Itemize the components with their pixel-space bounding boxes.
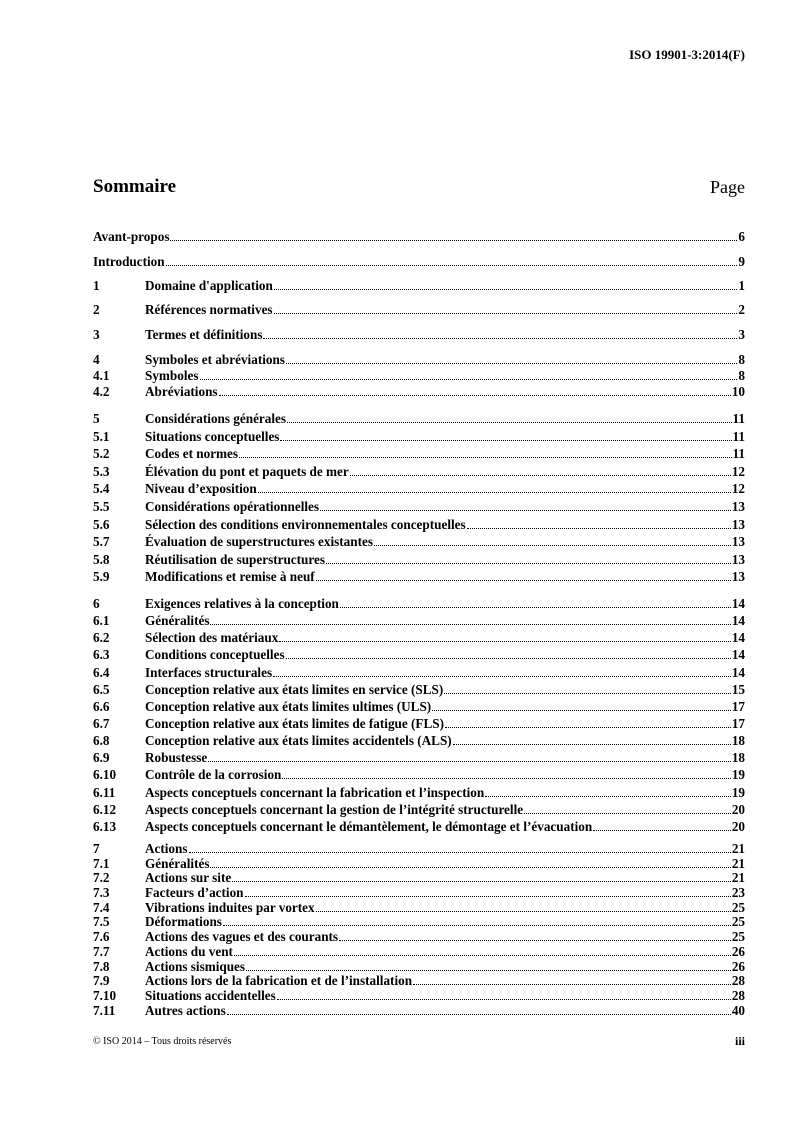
toc-entry-page: 11 xyxy=(732,411,745,426)
toc-entry-title: Actions des vagues et des courants xyxy=(145,929,339,945)
toc-entry[interactable] xyxy=(93,445,745,463)
toc-entry-title: Conception relative aux états limites accidentels (ALS) xyxy=(145,733,452,749)
dot-leader xyxy=(219,395,731,396)
toc-entry-title: Déformations xyxy=(145,914,222,930)
toc-entry-number: 5.4 xyxy=(93,481,110,497)
dot-leader xyxy=(239,457,732,458)
toc-entry-title: Symboles et abréviations xyxy=(145,352,285,367)
toc-entry[interactable] xyxy=(93,302,745,318)
toc-group xyxy=(93,352,745,400)
toc-entry[interactable] xyxy=(93,681,745,698)
toc-entry-page: 40 xyxy=(731,1002,745,1018)
dot-leader xyxy=(316,580,731,581)
toc-entry-number: 6.7 xyxy=(93,715,110,731)
toc-entry-number: 3 xyxy=(93,327,100,342)
toc-entry-number: 7.1 xyxy=(93,855,110,871)
dot-leader xyxy=(350,475,731,476)
toc-entry-page: 21 xyxy=(731,855,745,871)
toc-entry[interactable] xyxy=(93,352,745,368)
toc-entry[interactable] xyxy=(93,698,745,715)
toc-entry-title: Robustesse xyxy=(145,750,208,766)
toc-entry-number: 7 xyxy=(93,841,100,856)
toc-entry-page: 23 xyxy=(731,885,745,901)
toc-entry-title: Actions sismiques xyxy=(145,958,246,974)
toc-entry-page: 26 xyxy=(731,943,745,959)
toc-entry-number: 7.11 xyxy=(93,1002,116,1018)
toc-entry-page: 8 xyxy=(738,352,745,367)
dot-leader xyxy=(274,313,738,314)
toc-entry-title: Considérations opérationnelles xyxy=(145,498,320,514)
toc-entry-title: Contrôle de la corrosion xyxy=(145,767,282,783)
toc-entry-page: 28 xyxy=(731,973,745,989)
dot-leader xyxy=(232,881,731,882)
toc-entry-page: 13 xyxy=(731,569,745,585)
dot-leader xyxy=(444,693,731,694)
toc-entry-page: 26 xyxy=(731,958,745,974)
toc-entry-page: 13 xyxy=(731,498,745,514)
toc-entry-number: 6.4 xyxy=(93,664,110,680)
toc-entry-number: 5.6 xyxy=(93,516,110,532)
toc-entry[interactable] xyxy=(93,568,745,586)
toc-entry-page: 6 xyxy=(738,229,745,244)
toc-entry-title: Symboles xyxy=(145,368,199,383)
toc-entry[interactable] xyxy=(93,533,745,551)
toc-entry-page: 20 xyxy=(731,818,745,834)
toc-entry[interactable] xyxy=(93,732,745,749)
toc-entry-number: 7.2 xyxy=(93,870,110,886)
toc-entry-title: Actions du vent xyxy=(145,943,233,959)
document-id: ISO 19901-3:2014(F) xyxy=(629,47,745,62)
toc-entry-number: 7.5 xyxy=(93,914,110,930)
dot-leader xyxy=(166,265,738,266)
toc-entry[interactable] xyxy=(93,278,745,294)
dot-leader xyxy=(485,796,731,797)
toc-entry[interactable] xyxy=(93,629,745,646)
toc-entry-page: 28 xyxy=(731,987,745,1003)
toc-entry-title: Actions xyxy=(145,841,188,856)
toc-entry[interactable] xyxy=(93,886,745,901)
toc-entry-title: Évaluation de superstructures existantes xyxy=(145,534,373,550)
dot-leader xyxy=(170,240,737,241)
dot-leader xyxy=(208,761,731,762)
dot-leader xyxy=(432,710,731,711)
toc-entry-title: Vibrations induites par vortex xyxy=(145,899,315,915)
toc-entry-title: Conception relative aux états limites en service (SLS) xyxy=(145,681,444,697)
toc-entry-page: 18 xyxy=(731,733,745,749)
dot-leader xyxy=(279,641,730,642)
toc-entry-title: Avant-propos xyxy=(93,229,170,244)
toc-entry-number: 5.8 xyxy=(93,551,110,567)
dot-leader xyxy=(453,744,731,745)
toc-entry-title: Généralités xyxy=(145,855,210,871)
toc-entry-page: 21 xyxy=(731,870,745,886)
toc-entry-title: Actions sur site xyxy=(145,870,232,886)
toc-entry-title: Aspects conceptuels concernant la fabrication et l’inspection xyxy=(145,784,485,800)
toc-entry-page: 12 xyxy=(731,481,745,497)
toc-entry-title: Autres actions xyxy=(145,1002,226,1018)
toc-entry-number: 7.10 xyxy=(93,987,117,1003)
toc-entry[interactable] xyxy=(93,818,745,835)
dot-leader xyxy=(286,658,731,659)
dot-leader xyxy=(234,955,731,956)
dot-leader xyxy=(277,999,731,1000)
toc-entry-number: 6 xyxy=(93,596,100,611)
toc-group xyxy=(93,327,745,343)
toc-entry-number: 6.5 xyxy=(93,681,110,697)
toc-entry-number: 7.8 xyxy=(93,958,110,974)
toc-entry[interactable] xyxy=(93,960,745,975)
toc-entry-number: 6.6 xyxy=(93,698,110,714)
dot-leader xyxy=(287,422,732,423)
toc-group xyxy=(93,842,745,1018)
toc-entry-title: Situations accidentelles xyxy=(145,987,276,1003)
toc-entry-page: 17 xyxy=(731,698,745,714)
toc-entry[interactable] xyxy=(93,595,745,612)
dot-leader xyxy=(245,896,731,897)
toc-entry[interactable] xyxy=(93,410,745,428)
toc-entry-title: Abréviations xyxy=(145,384,218,399)
toc-entry-number: 7.4 xyxy=(93,899,110,915)
toc-entry-page: 10 xyxy=(731,384,745,399)
toc-entry-page: 3 xyxy=(738,327,745,342)
dot-leader xyxy=(316,911,731,912)
toc-entry[interactable] xyxy=(93,463,745,481)
dot-leader xyxy=(274,289,738,290)
toc-entry-page: 12 xyxy=(731,463,745,479)
toc-entry-number: 7.6 xyxy=(93,929,110,945)
toc-entry-number: 6.2 xyxy=(93,630,110,646)
toc-group xyxy=(93,595,745,835)
toc-entry[interactable] xyxy=(93,551,745,569)
toc-entry-title: Niveau d’exposition xyxy=(145,481,257,497)
toc-entry-number: 5.9 xyxy=(93,569,110,585)
toc-entry-page: 20 xyxy=(731,801,745,817)
toc-entry-title: Interfaces structurales xyxy=(145,664,273,680)
toc-entry-page: 14 xyxy=(731,613,745,629)
toc-entry-number: 6.10 xyxy=(93,767,117,783)
dot-leader xyxy=(210,867,730,868)
toc-entry-number: 6.11 xyxy=(93,784,116,800)
dot-leader xyxy=(524,813,731,814)
toc-entry-title: Exigences relatives à la conception xyxy=(145,596,339,611)
toc-entry-page: 11 xyxy=(732,428,745,444)
dot-leader xyxy=(445,727,731,728)
toc-entry-page: 14 xyxy=(731,596,745,611)
dot-leader xyxy=(223,925,731,926)
toc-entry-page: 18 xyxy=(731,750,745,766)
toc-entry-page: 13 xyxy=(731,516,745,532)
toc-entry-number: 2 xyxy=(93,302,100,317)
toc-entry[interactable] xyxy=(93,930,745,945)
dot-leader xyxy=(374,545,731,546)
toc-entry-page: 14 xyxy=(731,630,745,646)
toc-entry[interactable] xyxy=(93,915,745,930)
dot-leader xyxy=(258,492,731,493)
toc-entry-number: 6.8 xyxy=(93,733,110,749)
toc-entry-page: 2 xyxy=(738,302,745,317)
dot-leader xyxy=(326,563,731,564)
dot-leader xyxy=(246,970,731,971)
toc-entry-title: Sélection des conditions environnementales conceptuelles xyxy=(145,516,466,532)
toc-entry-title: Domaine d'application xyxy=(145,278,273,293)
toc-entry-page: 17 xyxy=(731,715,745,731)
toc-entry-number: 5 xyxy=(93,411,100,426)
toc-entry-title: Conception relative aux états limites de fatigue (FLS) xyxy=(145,715,444,731)
toc-entry[interactable] xyxy=(93,945,745,960)
toc-entry-number: 7.7 xyxy=(93,943,110,959)
toc-entry[interactable] xyxy=(93,384,745,400)
toc-entry[interactable] xyxy=(93,516,745,534)
dot-leader xyxy=(210,624,730,625)
toc-entry-title: Aspects conceptuels concernant le démantèlement, le démontage et l’évacuation xyxy=(145,818,593,834)
toc-entry-title: Actions lors de la fabrication et de l’installation xyxy=(145,973,413,989)
dot-leader xyxy=(413,984,731,985)
toc-entry-number: 5.2 xyxy=(93,446,110,462)
toc-entry-page: 25 xyxy=(731,914,745,930)
toc-entry-title: Facteurs d’action xyxy=(145,885,244,901)
toc-entry-title: Modifications et remise à neuf xyxy=(145,569,315,585)
toc-title: Sommaire xyxy=(93,176,177,197)
dot-leader xyxy=(320,510,731,511)
toc-entry-title: Réutilisation de superstructures xyxy=(145,551,325,567)
dot-leader xyxy=(282,778,730,779)
toc-entry-page: 21 xyxy=(731,841,745,856)
toc-entry-number: 6.9 xyxy=(93,750,110,766)
dot-leader xyxy=(273,676,731,677)
toc-entry-page: 8 xyxy=(738,368,745,383)
toc-entry[interactable] xyxy=(93,327,745,343)
toc-page-label: Page xyxy=(710,177,745,197)
toc-entry[interactable] xyxy=(93,612,745,629)
toc-entry-title: Considérations générales xyxy=(145,411,287,426)
toc-entry-number: 4 xyxy=(93,352,100,367)
toc-entry-page: 14 xyxy=(731,647,745,663)
toc-entry-title: Situations conceptuelles xyxy=(145,428,280,444)
toc-entry[interactable] xyxy=(93,784,745,801)
toc-entry[interactable] xyxy=(93,646,745,663)
toc-entry[interactable] xyxy=(93,368,745,384)
toc-entry-title: Termes et définitions xyxy=(145,327,263,342)
toc-entry[interactable] xyxy=(93,1004,745,1019)
toc-entry-number: 4.1 xyxy=(93,368,110,383)
toc-entry[interactable] xyxy=(93,480,745,498)
dot-leader xyxy=(227,1014,731,1015)
toc-entry-number: 7.3 xyxy=(93,885,110,901)
toc-entry-page: 11 xyxy=(732,446,745,462)
toc-entry-title: Codes et normes xyxy=(145,446,239,462)
dot-leader xyxy=(189,852,731,853)
dot-leader xyxy=(200,379,738,380)
toc-entry-page: 19 xyxy=(731,784,745,800)
toc-entry-page: 19 xyxy=(731,767,745,783)
toc-entry[interactable] xyxy=(93,871,745,886)
dot-leader xyxy=(339,940,731,941)
toc-group xyxy=(93,229,745,245)
toc-entry[interactable] xyxy=(93,428,745,446)
toc-entry[interactable] xyxy=(93,749,745,766)
toc-entry[interactable] xyxy=(93,664,745,681)
toc-entry-title: Introduction xyxy=(93,254,165,269)
footer-page-number: iii xyxy=(734,1034,745,1048)
toc-entry[interactable] xyxy=(93,842,745,857)
toc-group xyxy=(93,278,745,294)
toc-entry-number: 6.3 xyxy=(93,647,110,663)
toc-entry[interactable] xyxy=(93,857,745,872)
toc-entry-page: 14 xyxy=(731,664,745,680)
toc-entry[interactable] xyxy=(93,974,745,989)
toc-entry-title: Conception relative aux états limites ultimes (ULS) xyxy=(145,698,432,714)
toc-entry-page: 13 xyxy=(731,534,745,550)
footer-copyright: © ISO 2014 – Tous droits réservés xyxy=(93,1036,232,1047)
toc-entry[interactable] xyxy=(93,254,745,270)
toc-entry[interactable] xyxy=(93,801,745,818)
dot-leader xyxy=(467,528,731,529)
toc-entry-number: 6.13 xyxy=(93,818,117,834)
toc-entry-number: 6.1 xyxy=(93,613,110,629)
toc-entry-number: 5.1 xyxy=(93,428,110,444)
toc-entry-page: 1 xyxy=(738,278,745,293)
toc-entry[interactable] xyxy=(93,901,745,916)
toc-entry-number: 4.2 xyxy=(93,384,110,399)
toc-entry-title: Références normatives xyxy=(145,302,273,317)
dot-leader xyxy=(593,830,731,831)
toc-entry-title: Conditions conceptuelles xyxy=(145,647,285,663)
toc-entry[interactable] xyxy=(93,715,745,732)
toc-entry-number: 6.12 xyxy=(93,801,117,817)
toc-entry-title: Aspects conceptuels concernant la gestion de l’intégrité structurelle xyxy=(145,801,524,817)
toc-entry-page: 9 xyxy=(738,254,745,269)
toc-entry[interactable] xyxy=(93,989,745,1004)
toc-entry-page: 15 xyxy=(731,681,745,697)
toc-entry-page: 13 xyxy=(731,551,745,567)
toc-entry-page: 25 xyxy=(731,929,745,945)
toc-entry-title: Sélection des matériaux xyxy=(145,630,279,646)
toc-entry-page: 25 xyxy=(731,899,745,915)
dot-leader xyxy=(263,338,737,339)
toc-entry-number: 5.3 xyxy=(93,463,110,479)
toc-group xyxy=(93,302,745,318)
toc-entry-number: 5.7 xyxy=(93,534,110,550)
toc-group xyxy=(93,410,745,586)
toc-entry[interactable] xyxy=(93,498,745,516)
toc-entry[interactable] xyxy=(93,766,745,783)
toc-entry-title: Généralités xyxy=(145,613,210,629)
toc-group xyxy=(93,254,745,270)
toc-entry-number: 1 xyxy=(93,278,100,293)
dot-leader xyxy=(340,607,731,608)
dot-leader xyxy=(280,440,731,441)
toc-entry-title: Élévation du pont et paquets de mer xyxy=(145,463,349,479)
dot-leader xyxy=(286,363,737,364)
toc-entry-number: 7.9 xyxy=(93,973,110,989)
toc-entry-number: 5.5 xyxy=(93,498,110,514)
toc-entry[interactable] xyxy=(93,229,745,245)
